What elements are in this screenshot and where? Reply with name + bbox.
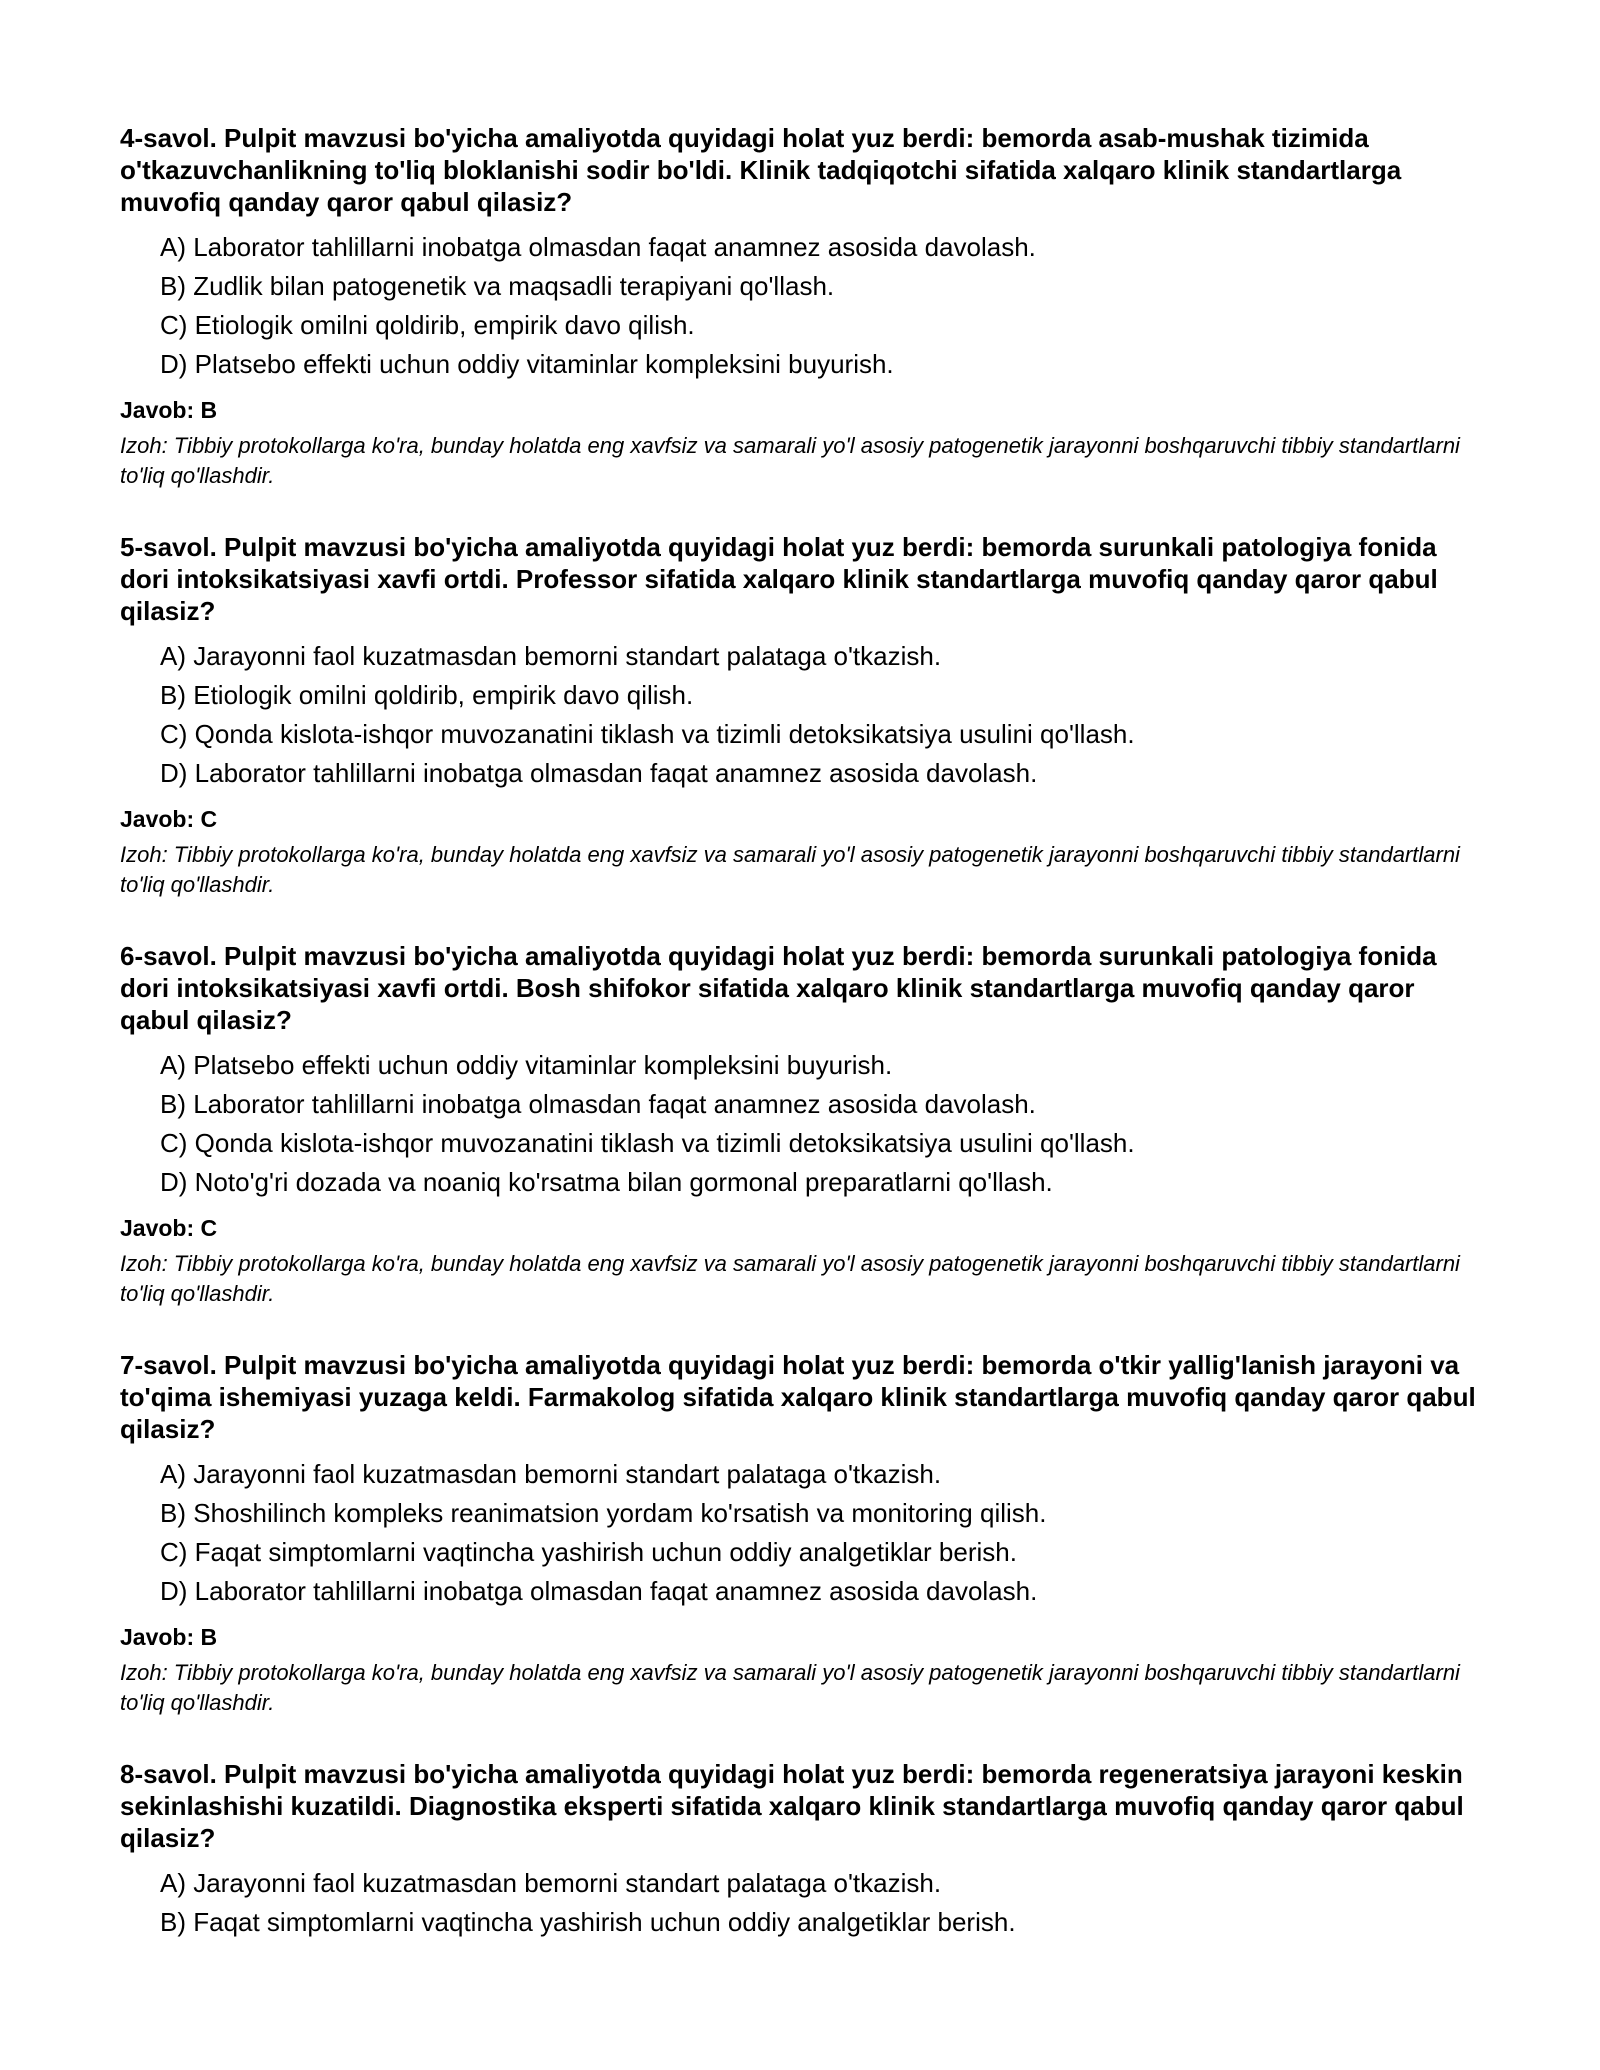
option-list [120, 1864, 1490, 1942]
question-7 [120, 1349, 1490, 1718]
option-c: C) Faqat simptomlarni vaqtincha yashirish uchun oddiy analgetiklar berish. [160, 1537, 1017, 1567]
option-list [120, 1455, 1490, 1611]
question-4 [120, 122, 1490, 491]
option-d: D) Platsebo effekti uchun oddiy vitaminlar kompleksini buyurish. [160, 349, 894, 379]
option-b: B) Shoshilinch kompleks reanimatsion yordam ko'rsatish va monitoring qilish. [160, 1498, 1047, 1528]
answer-label: Javob: B [120, 397, 218, 423]
explanation-note: Izoh: Tibbiy protokollarga ko'ra, bunday holatda eng xavfsiz va samarali yo'l asosiy patogenetik jarayonni boshqaruvchi tibbiy standartlarni to'liq qo'llashdir. [120, 1251, 1460, 1306]
option-a: A) Laborator tahlillarni inobatga olmasdan faqat anamnez asosida davolash. [160, 232, 1036, 262]
question-title: 7-savol. Pulpit mavzusi bo'yicha amaliyotda quyidagi holat yuz berdi: bemorda o'tkir yallig'lanish jarayoni va to'qima ishemiyasi yuzaga keldi. Farmakolog sifatida xalqaro klinik standartlarga muvofiq qanday qaror qabul qilasiz? [120, 1350, 1476, 1444]
explanation-note: Izoh: Tibbiy protokollarga ko'ra, bunday holatda eng xavfsiz va samarali yo'l asosiy patogenetik jarayonni boshqaruvchi tibbiy standartlarni to'liq qo'llashdir. [120, 1660, 1460, 1715]
question-5 [120, 531, 1490, 900]
option-d: D) Laborator tahlillarni inobatga olmasdan faqat anamnez asosida davolash. [160, 758, 1038, 788]
explanation-note: Izoh: Tibbiy protokollarga ko'ra, bunday holatda eng xavfsiz va samarali yo'l asosiy patogenetik jarayonni boshqaruvchi tibbiy standartlarni to'liq qo'llashdir. [120, 842, 1460, 897]
question-8 [120, 1758, 1490, 1942]
option-a: A) Jarayonni faol kuzatmasdan bemorni standart palataga o'tkazish. [160, 641, 942, 671]
option-c: C) Qonda kislota-ishqor muvozanatini tiklash va tizimli detoksikatsiya usulini qo'llash. [160, 1128, 1135, 1158]
question-title: 6-savol. Pulpit mavzusi bo'yicha amaliyotda quyidagi holat yuz berdi: bemorda surunkali patologiya fonida dori intoksikatsiyasi xavfi ortdi. Bosh shifokor sifatida xalqaro klinik standartlarga muvofiq qanday qaror qabul qilasiz? [120, 941, 1437, 1035]
option-d: D) Laborator tahlillarni inobatga olmasdan faqat anamnez asosida davolash. [160, 1576, 1038, 1606]
option-list [120, 228, 1490, 384]
option-b: B) Zudlik bilan patogenetik va maqsadli terapiyani qo'llash. [160, 271, 835, 301]
option-a: A) Jarayonni faol kuzatmasdan bemorni standart palataga o'tkazish. [160, 1459, 942, 1489]
option-b: B) Laborator tahlillarni inobatga olmasdan faqat anamnez asosida davolash. [160, 1089, 1036, 1119]
option-a: A) Platsebo effekti uchun oddiy vitaminlar kompleksini buyurish. [160, 1050, 893, 1080]
option-a: A) Jarayonni faol kuzatmasdan bemorni standart palataga o'tkazish. [160, 1868, 942, 1898]
answer-label: Javob: C [120, 1215, 218, 1241]
option-b: B) Etiologik omilni qoldirib, empirik davo qilish. [160, 680, 694, 710]
option-list [120, 1046, 1490, 1202]
question-title: 5-savol. Pulpit mavzusi bo'yicha amaliyotda quyidagi holat yuz berdi: bemorda surunkali patologiya fonida dori intoksikatsiyasi xavfi ortdi. Professor sifatida xalqaro klinik standartlarga muvofiq qanday qaror qabul qilasiz? [120, 532, 1438, 626]
option-d: D) Noto'g'ri dozada va noaniq ko'rsatma bilan gormonal preparatlarni qo'llash. [160, 1167, 1053, 1197]
question-6 [120, 940, 1490, 1309]
option-c: C) Etiologik omilni qoldirib, empirik davo qilish. [160, 310, 695, 340]
option-list [120, 637, 1490, 793]
answer-label: Javob: C [120, 806, 218, 832]
document-page [120, 122, 1490, 1982]
answer-label: Javob: B [120, 1624, 218, 1650]
option-b: B) Faqat simptomlarni vaqtincha yashirish uchun oddiy analgetiklar berish. [160, 1907, 1016, 1937]
question-title: 8-savol. Pulpit mavzusi bo'yicha amaliyotda quyidagi holat yuz berdi: bemorda regeneratsiya jarayoni keskin sekinlashishi kuzatildi. Diagnostika eksperti sifatida xalqaro klinik standartlarga muvofiq qanday qaror qabul qilasiz? [120, 1759, 1464, 1853]
explanation-note: Izoh: Tibbiy protokollarga ko'ra, bunday holatda eng xavfsiz va samarali yo'l asosiy patogenetik jarayonni boshqaruvchi tibbiy standartlarni to'liq qo'llashdir. [120, 433, 1460, 488]
question-title: 4-savol. Pulpit mavzusi bo'yicha amaliyotda quyidagi holat yuz berdi: bemorda asab-mushak tizimida o'tkazuvchanlikning to'liq bloklanishi sodir bo'ldi. Klinik tadqiqotchi sifatida xalqaro klinik standartlarga muvofiq qanday qaror qabul qilasiz? [120, 123, 1402, 217]
option-c: C) Qonda kislota-ishqor muvozanatini tiklash va tizimli detoksikatsiya usulini qo'llash. [160, 719, 1135, 749]
